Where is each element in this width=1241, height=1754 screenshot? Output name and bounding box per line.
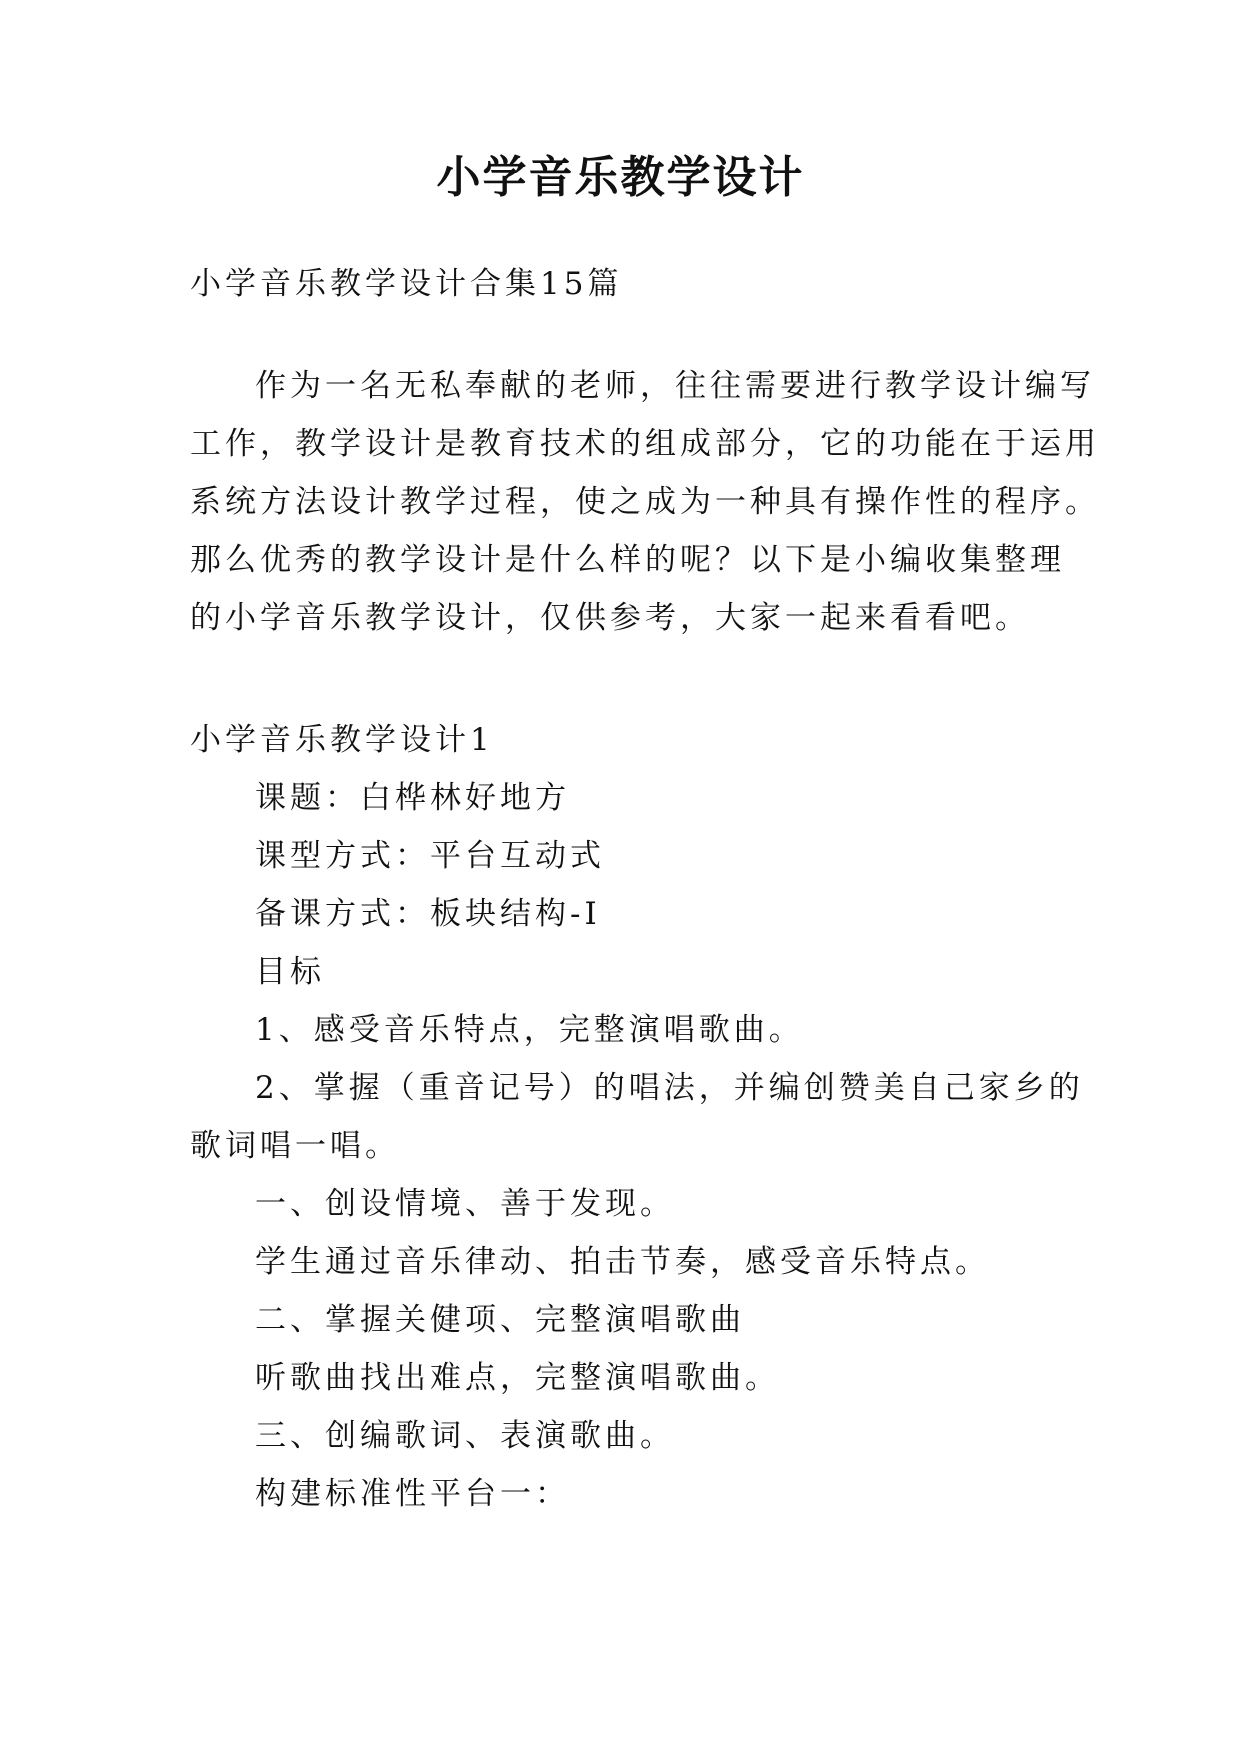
subtitle: 小学音乐教学设计合集15篇 <box>190 266 623 302</box>
intro-line-2: 工作，教学设计是教育技术的组成部分，它的功能在于运用 <box>190 426 1100 462</box>
intro-line-3: 系统方法设计教学过程，使之成为一种具有操作性的程序。 <box>190 484 1100 520</box>
section-line: 歌词唱一唱。 <box>190 1128 400 1164</box>
section-line: 目标 <box>255 954 325 990</box>
section-line: 听歌曲找出难点，完整演唱歌曲。 <box>255 1360 780 1396</box>
section-line: 1、感受音乐特点，完整演唱歌曲。 <box>255 1012 804 1048</box>
section-line: 课题：白桦林好地方 <box>255 780 570 816</box>
section-line: 2、掌握（重音记号）的唱法，并编创赞美自己家乡的 <box>255 1070 1084 1106</box>
section-line: 三、创编歌词、表演歌曲。 <box>255 1418 675 1454</box>
section-line: 二、掌握关健项、完整演唱歌曲 <box>255 1302 745 1338</box>
section-heading: 小学音乐教学设计1 <box>190 722 494 758</box>
page-title: 小学音乐教学设计 <box>436 152 805 203</box>
section-line: 备课方式：板块结构-I <box>255 896 601 932</box>
section-line: 构建标准性平台一： <box>255 1476 570 1512</box>
intro-line-4: 那么优秀的教学设计是什么样的呢？以下是小编收集整理 <box>190 542 1065 578</box>
section-line: 学生通过音乐律动、拍击节奏，感受音乐特点。 <box>255 1244 990 1280</box>
intro-line-5: 的小学音乐教学设计，仅供参考，大家一起来看看吧。 <box>190 600 1030 636</box>
section-line: 一、创设情境、善于发现。 <box>255 1186 675 1222</box>
intro-line-1: 作为一名无私奉献的老师，往往需要进行教学设计编写 <box>255 368 1095 404</box>
section-line: 课型方式：平台互动式 <box>255 838 605 874</box>
